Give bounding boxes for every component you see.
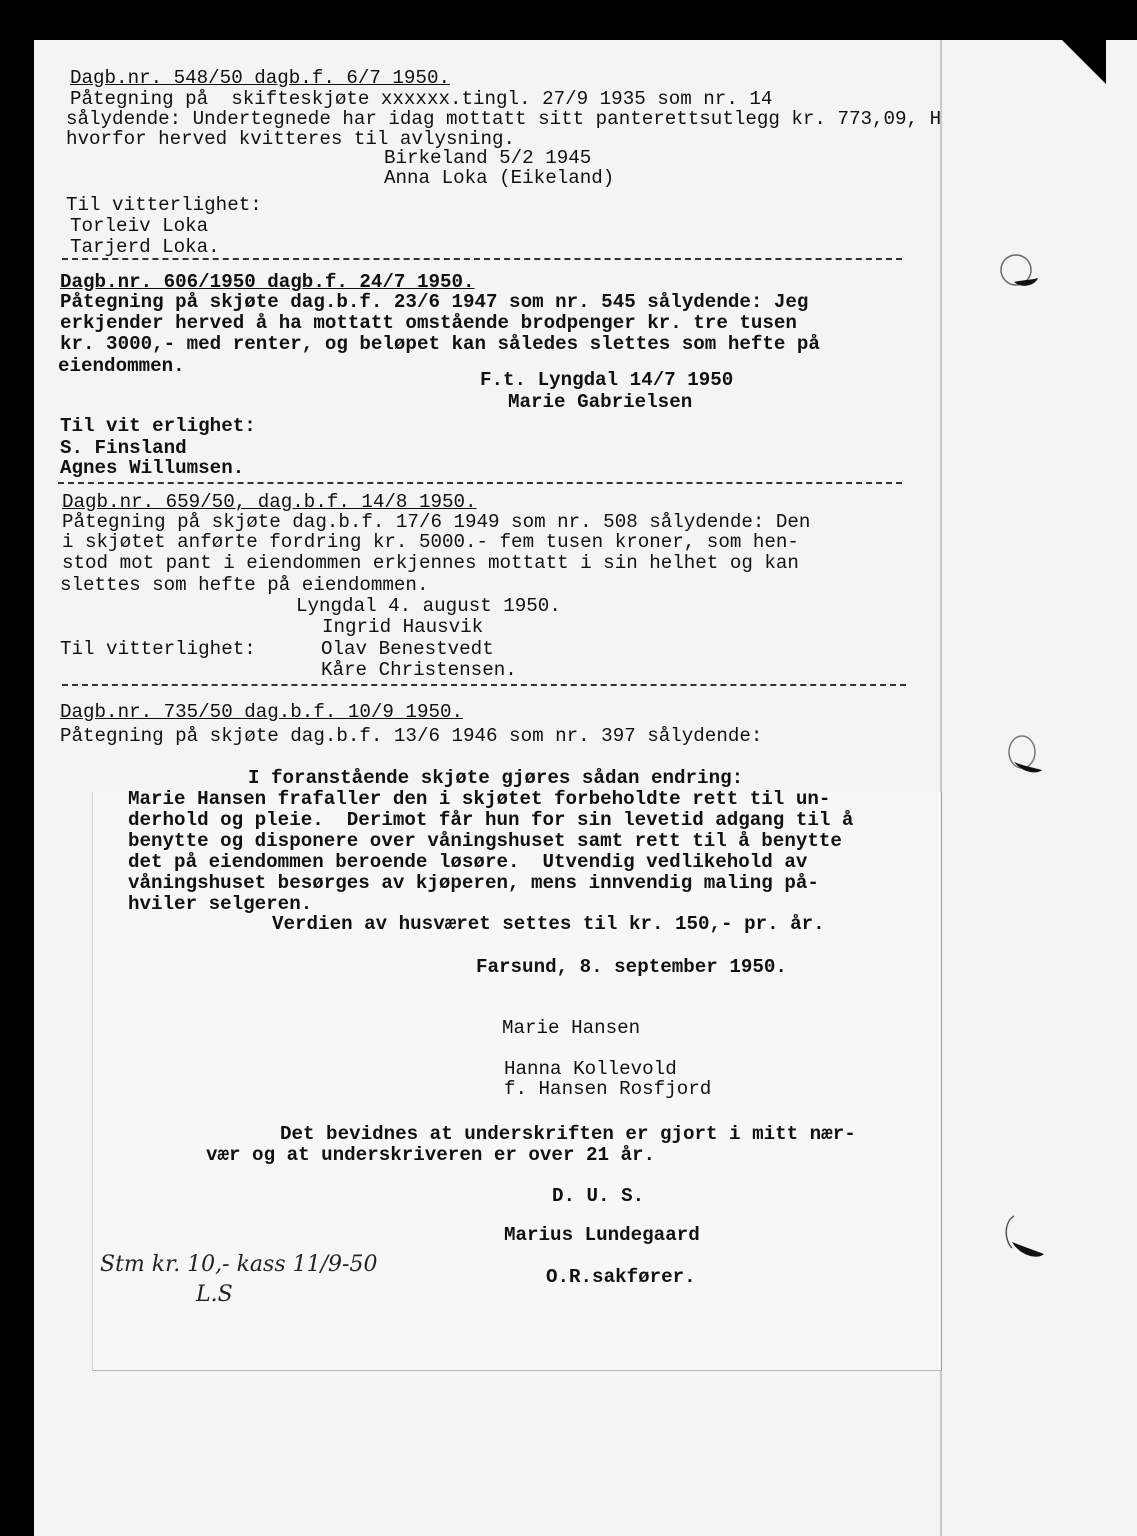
- entry-line: Påtegning på skifteskjøte xxxxxx.tingl. 27/9 1935 som nr. 14: [70, 88, 773, 110]
- separator-line: [58, 482, 902, 484]
- entry-line: sålydende: Undertegnede har idag mottatt sitt panterettsutlegg kr. 773,09, H: [66, 108, 942, 130]
- entry-line: Påtegning på skjøte dag.b.f. 23/6 1947 som nr. 545 sålydende: Jeg: [60, 291, 809, 313]
- signer: Ingrid Hausvik: [322, 616, 484, 638]
- handwritten-initials: L.S: [196, 1282, 233, 1307]
- lawyer-title: O.R.sakfører.: [546, 1266, 696, 1288]
- insert-line: derhold og pleie. Derimot får hun for sin levetid adgang til å: [128, 809, 854, 831]
- entry-line: erkjender herved å ha mottatt omstående brodpenger kr. tre tusen: [60, 312, 797, 334]
- attestation-line: Det bevidnes at underskriften er gjort i mitt nær-: [280, 1123, 856, 1145]
- witness: Olav Benestvedt: [321, 638, 494, 660]
- signer: Anna Loka (Eikeland): [384, 167, 615, 189]
- entry-line: Påtegning på skjøte dag.b.f. 13/6 1946 som nr. 397 sålydende:: [60, 725, 763, 747]
- punch-hole-mark: [1000, 1210, 1048, 1266]
- insert-line: hviler selgeren.: [128, 893, 313, 915]
- signer: Marie Hansen: [502, 1017, 641, 1039]
- punch-hole-mark: [1004, 730, 1048, 782]
- handwritten-stamp-fee-note: Stm kr. 10,- kass 11/9-50: [100, 1252, 378, 1277]
- witness: Agnes Willumsen.: [60, 457, 245, 479]
- attestation-line: vær og at underskriveren er over 21 år.: [206, 1144, 656, 1166]
- insert-line: Marie Hansen frafaller den i skjøtet forbeholdte rett til un-: [128, 788, 831, 810]
- punch-hole-mark: [996, 248, 1044, 296]
- insert-line: Verdien av husværet settes til kr. 150,- pr. år.: [272, 913, 825, 935]
- page-corner-shadow: [1062, 40, 1106, 84]
- signer: Marie Gabrielsen: [508, 391, 693, 413]
- insert-line: våningshuset besørges av kjøperen, mens innvendig maling på-: [128, 872, 819, 894]
- entry-heading: Dagb.nr. 659/50, dag.b.f. 14/8 1950.: [62, 491, 477, 513]
- place-date: Farsund, 8. september 1950.: [476, 956, 787, 978]
- insert-line: det på eiendommen beroende løsøre. Utvendig vedlikehold av: [128, 851, 808, 873]
- signer: Hanna Kollevold: [504, 1058, 677, 1080]
- insert-line: benytte og disponere over våningshuset samt rett til å benytte: [128, 830, 842, 852]
- entry-heading: Dagb.nr. 548/50 dagb.f. 6/7 1950.: [70, 67, 450, 89]
- entry-heading: Dagb.nr. 606/1950 dagb.f. 24/7 1950.: [60, 271, 475, 293]
- witness-label: Til vitterlighet:: [60, 638, 256, 660]
- witness: Tarjerd Loka.: [70, 236, 220, 258]
- witness-label: Til vit erlighet:: [60, 415, 256, 437]
- witness: Kåre Christensen.: [321, 659, 517, 681]
- place-date: Lyngdal 4. august 1950.: [296, 595, 561, 617]
- entry-line: eiendommen.: [58, 355, 185, 377]
- separator-line: [62, 258, 902, 260]
- entry-line: stod mot pant i eiendommen erkjennes mottatt i sin helhet og kan: [62, 552, 799, 574]
- lawyer-name: Marius Lundegaard: [504, 1224, 700, 1246]
- separator-line: [62, 684, 906, 686]
- witness: S. Finsland: [60, 437, 187, 459]
- signer: f. Hansen Rosfjord: [504, 1078, 712, 1100]
- dus-abbreviation: D. U. S.: [552, 1185, 645, 1207]
- place-date: F.t. Lyngdal 14/7 1950: [480, 369, 734, 391]
- entry-line: slettes som hefte på eiendommen.: [60, 574, 429, 596]
- entry-heading: Dagb.nr. 735/50 dag.b.f. 10/9 1950.: [60, 701, 464, 723]
- entry-line: kr. 3000,- med renter, og beløpet kan således slettes som hefte på: [60, 333, 820, 355]
- place-date: Birkeland 5/2 1945: [384, 147, 592, 169]
- entry-line: Påtegning på skjøte dag.b.f. 17/6 1949 som nr. 508 sålydende: Den: [62, 511, 811, 533]
- insert-line: I foranstående skjøte gjøres sådan endring:: [248, 767, 744, 789]
- entry-line: i skjøtet anførte fordring kr. 5000.- fem tusen kroner, som hen-: [62, 531, 799, 553]
- witness-label: Til vitterlighet:: [66, 194, 262, 216]
- witness: Torleiv Loka: [70, 215, 209, 237]
- entry-line: hvorfor herved kvitteres til avlysning.: [66, 128, 516, 150]
